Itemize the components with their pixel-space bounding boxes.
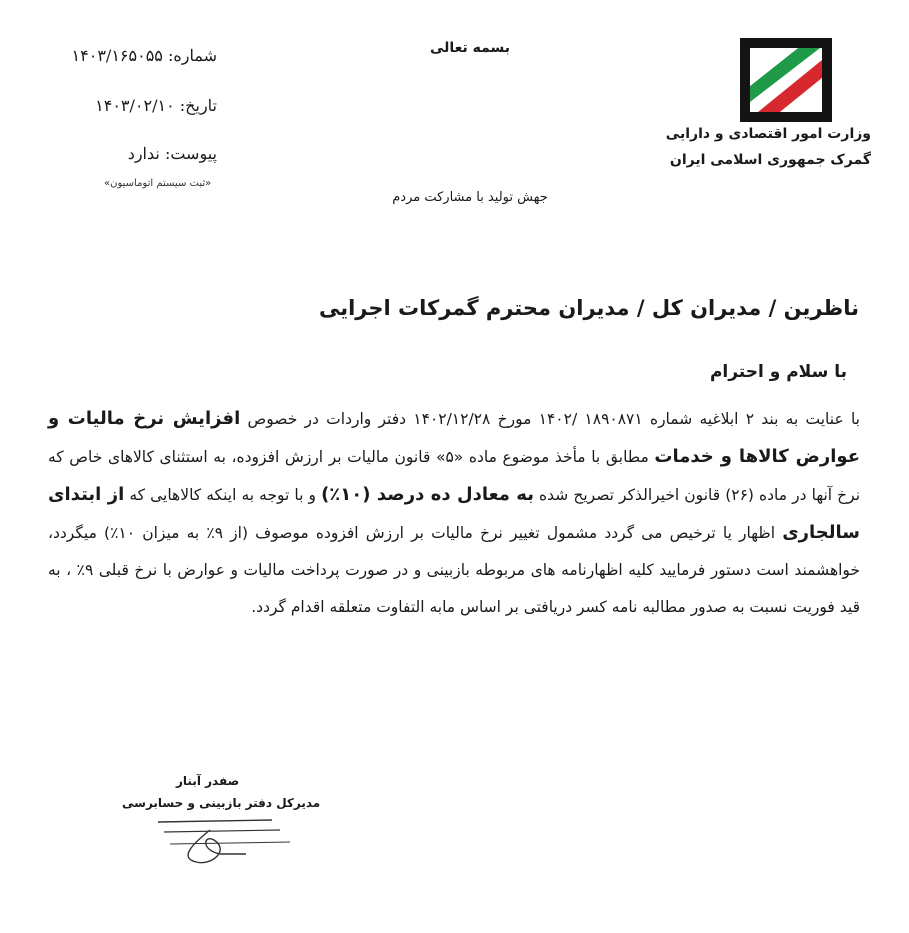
- body-bold-2: به معادل ده درصد (۱۰٪): [321, 484, 534, 505]
- body-text-3: و با توجه به اینکه کالاهایی که: [124, 486, 322, 504]
- org-ministry: وزارت امور اقتصادی و دارایی: [665, 126, 871, 142]
- letter-attachment: [128, 144, 217, 163]
- greeting: با سلام و احترام: [709, 362, 847, 382]
- slogan: جهش تولید با مشارکت مردم: [392, 190, 548, 205]
- letter-number-label: شماره:: [167, 46, 217, 65]
- customs-emblem-icon: [740, 38, 832, 122]
- body-bold-1: افزایش نرخ مالیات و عوارض کالاها و خدمات: [48, 408, 860, 467]
- body-text-2: مطابق با مأخذ موضوع ماده «۵» قانون مالیات بر ارزش افزوده، به استثنای کالاهای خاص که نرخ آنها در ماده (۲۶) قانون اخیرالذکر تصریح شده: [48, 448, 861, 504]
- letter-date: [95, 96, 217, 115]
- letter-number: [72, 46, 217, 65]
- org-customs: گمرک جمهوری اسلامی ایران: [669, 152, 871, 168]
- body-bold-3: از ابتدای سالجاری: [48, 484, 860, 543]
- signatory-name: صفدر آبنار: [176, 774, 240, 788]
- handwritten-signature-icon: [150, 810, 300, 870]
- body-text-1: با عنایت به بند ۲ ابلاغیه شماره ۱۸۹۰۸۷۱ /۱۴۰۲ مورخ ۱۴۰۲/۱۲/۲۸ دفتر واردات در خصوص: [240, 410, 860, 428]
- letter-attachment-label: پیوست:: [164, 144, 217, 163]
- signatory-title: مدیرکل دفتر بازبینی و حسابرسی: [122, 796, 321, 810]
- letter-date-value: ۱۴۰۳/۰۲/۱۰: [95, 96, 175, 115]
- letter-attachment-value: ندارد: [127, 144, 160, 163]
- letter-date-label: تاریخ:: [179, 96, 217, 115]
- body-text-4: اظهار یا ترخیص می گردد مشمول تغییر نرخ مالیات بر ارزش افزوده موصوف (از ۹٪ به میزان ۱۰٪) میگردد، خواهشمند است دستور فرمایید کلیه اظهارنامه های مربوطه بازبینی و در صورت پرداخت مالیات و عوارض با نرخ قبلی ۹٪ ، به قید فوریت نسبت به صدور مطالبه نامه کسر دریافتی بر اساس مابه التفاوت متعلقه اقدام گردد.: [48, 524, 861, 616]
- letter-body: [48, 400, 860, 626]
- letter-number-value: ۱۴۰۳/۱۶۵۰۵۵: [71, 46, 163, 65]
- auto-registration-note: «ثبت سیستم اتوماسیون»: [104, 178, 212, 189]
- addressee: ناظرین / مدیران کل / مدیران محترم گمرکات اجرایی: [318, 296, 859, 320]
- bismillah: بسمه تعالی: [429, 40, 511, 56]
